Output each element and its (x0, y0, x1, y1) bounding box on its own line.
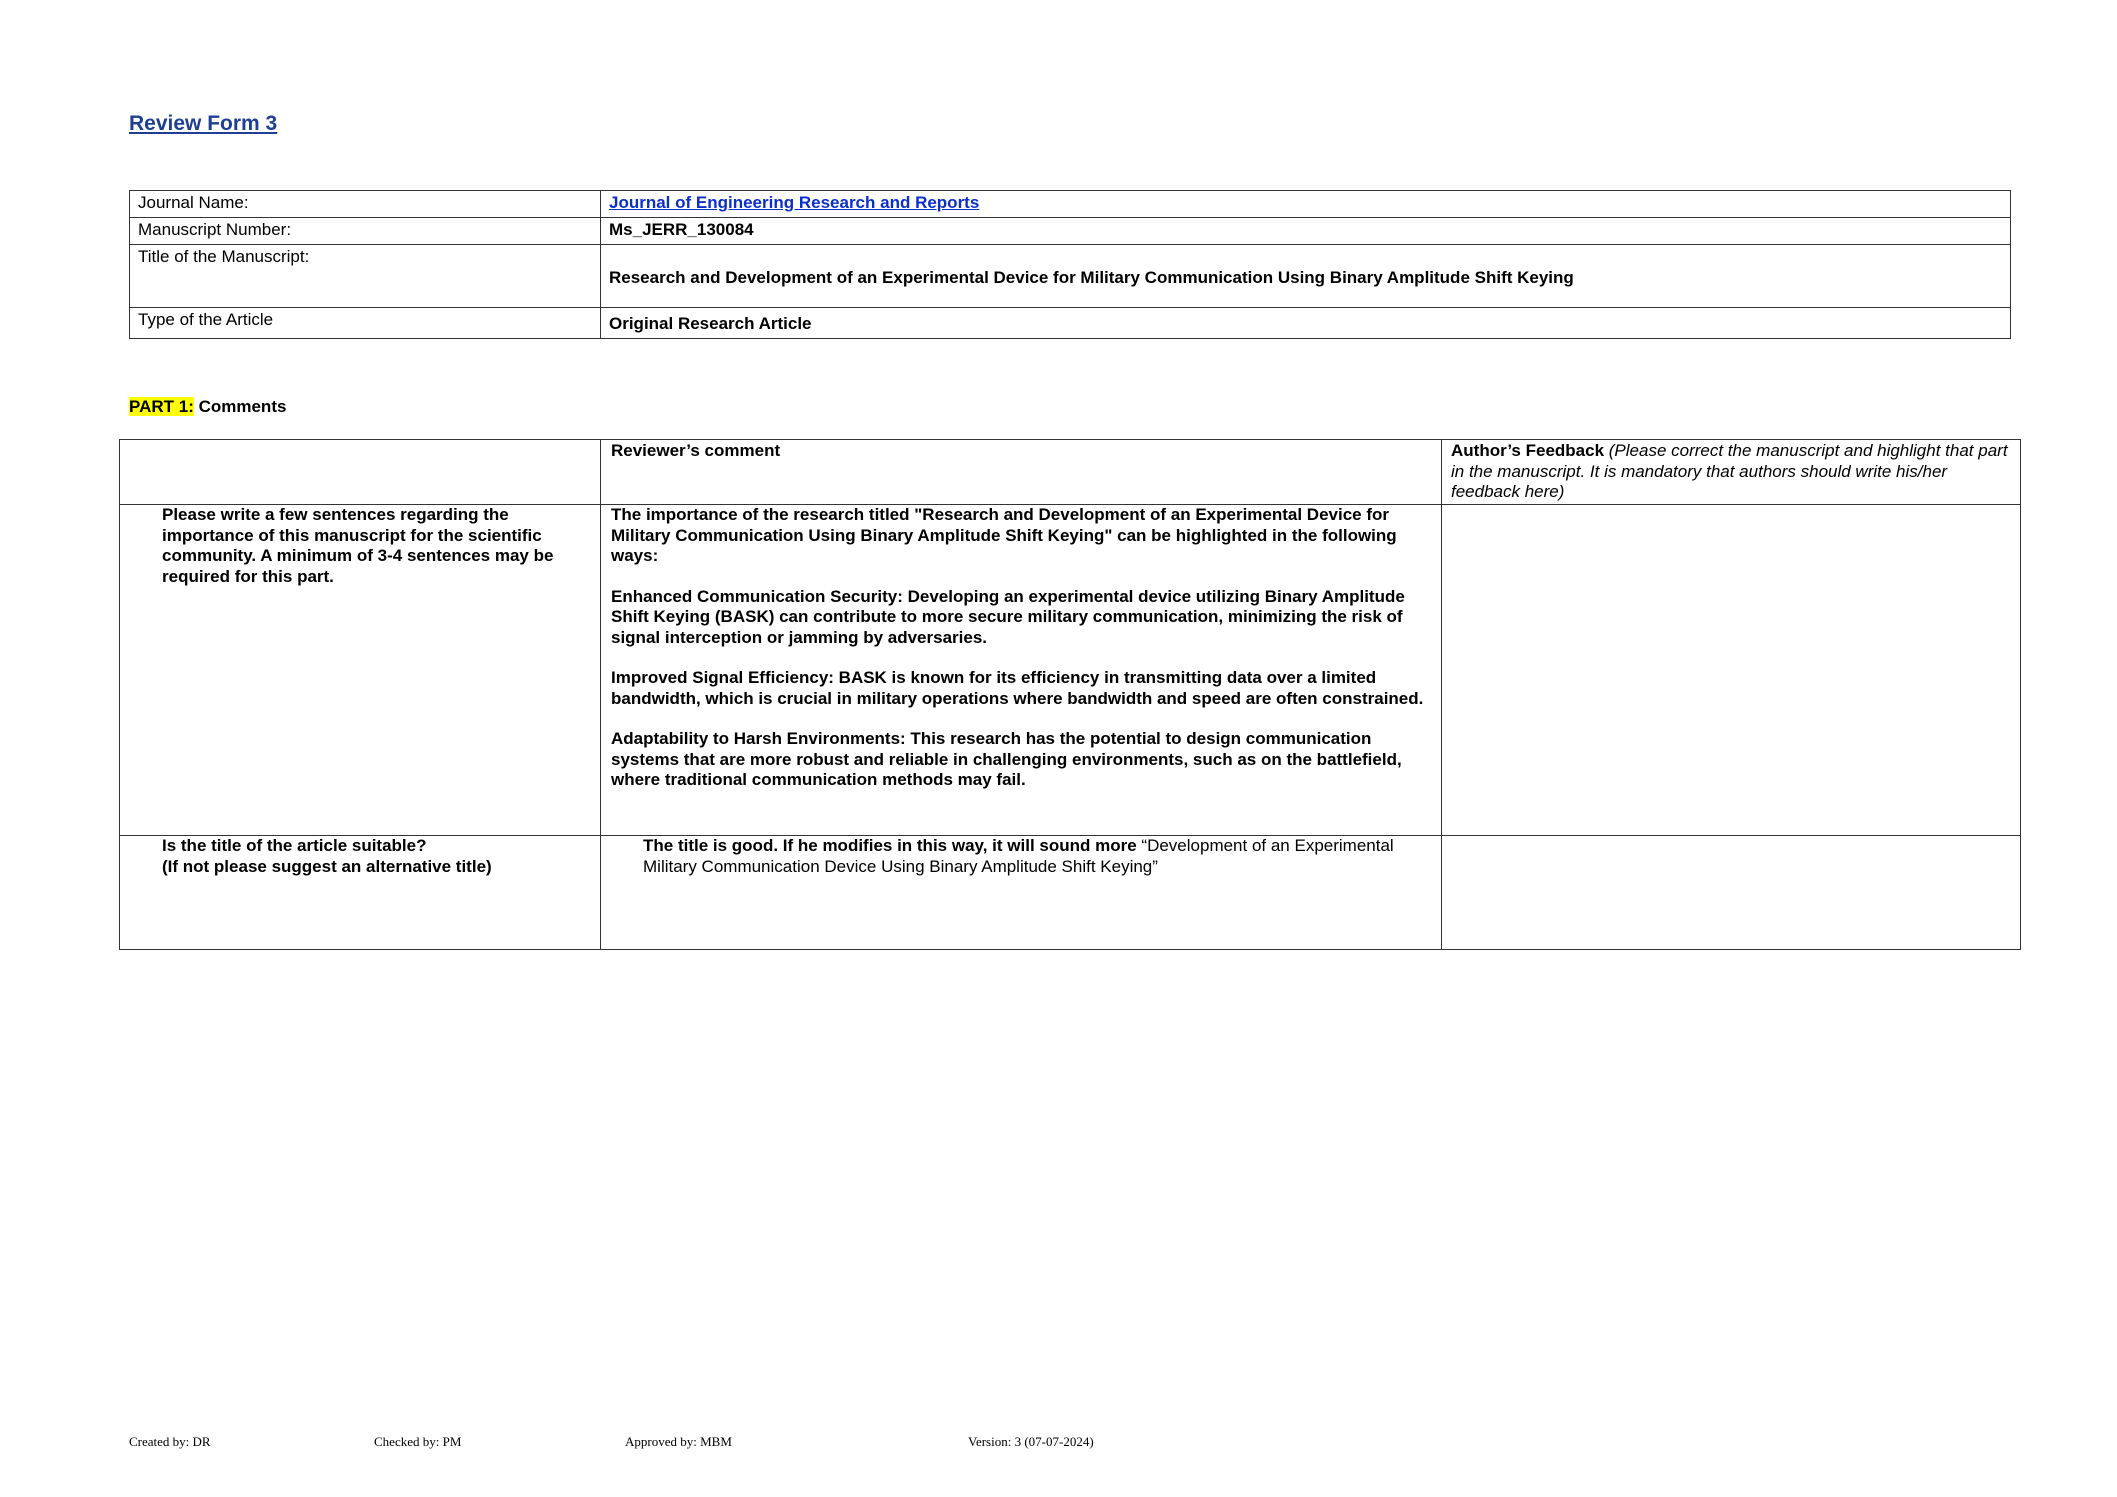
question-importance: Please write a few sentences regarding the importance of this manuscript for the scientific community. A minimum of 3-4 sentences may be required for this part. (120, 505, 601, 836)
info-row-title (130, 245, 2011, 308)
author-feedback-header-note: (Please correct the manuscript and highlight that part in the manuscript. It is mandatory that authors should write his/her feedback here) (1451, 441, 2008, 501)
reviewer-comment-title[interactable] (601, 836, 1442, 950)
footer-created-by: Created by: DR (129, 1434, 211, 1449)
comment-paragraph: Enhanced Communication Security: Developing an experimental device utilizing Binary Amplitude Shift Keying (BASK) can contribute to more secure military communication, minimizing the risk of signal interception or jamming by adversaries. (611, 586, 1405, 647)
journal-name-value (601, 191, 2011, 218)
footer-approved-by: Approved by: MBM (625, 1434, 732, 1449)
author-feedback-importance[interactable] (1442, 505, 2021, 836)
journal-name-link[interactable]: Journal of Engineering Research and Reports (609, 193, 980, 212)
form-title[interactable]: Review Form 3 (129, 112, 278, 135)
suggested-title: “Development of an Experimental Military Communication Device Using Binary Amplitude Shift Keying” (643, 836, 1394, 876)
comment-paragraph: Adaptability to Harsh Environments: This research has the potential to design communication systems that are more robust and reliable in challenging environments, such as on the battlefield, where traditional communication methods may fail. (611, 729, 1402, 789)
manuscript-number-value: Ms_JERR_130084 (601, 218, 2011, 245)
question-title-line: Is the title of the article suitable? (162, 836, 427, 855)
info-row-journal (130, 191, 2011, 218)
manuscript-number-label: Manuscript Number: (130, 218, 601, 245)
part-1-heading (129, 397, 286, 417)
question-column-header (120, 440, 601, 505)
manuscript-title-value: Research and Development of an Experimental Device for Military Communication Using Binary Amplitude Shift Keying (601, 245, 2011, 308)
footer-version: Version: 3 (07-07-2024) (968, 1434, 1094, 1449)
comments-header-row (120, 440, 2021, 505)
footer-checked-by: Checked by: PM (374, 1434, 462, 1449)
author-feedback-header-title: Author’s Feedback (1451, 441, 1605, 460)
comment-paragraph: Improved Signal Efficiency: BASK is known for its efficiency in transmitting data over a limited bandwidth, which is crucial in military operations where bandwidth and speed are often constrained. (611, 668, 1424, 708)
manuscript-title-label: Title of the Manuscript: (130, 245, 601, 308)
question-title-note: (If not please suggest an alternative title) (162, 856, 492, 876)
manuscript-info-table (129, 190, 2011, 339)
title-comment-text: The title is good. If he modifies in this way, it will sound more (643, 836, 1142, 855)
comment-row-importance (120, 505, 2021, 836)
comment-paragraph: The importance of the research titled "Research and Development of an Experimental Device for Military Communication Using Binary Amplitude Shift Keying" can be highlighted in the following ways: (611, 505, 1397, 565)
reviewer-comment-header: Reviewer’s comment (601, 440, 1442, 505)
author-feedback-title[interactable] (1442, 836, 2021, 950)
part-1-title: Comments (193, 397, 287, 416)
info-row-article-type (130, 308, 2011, 339)
reviewer-comment-importance[interactable] (601, 505, 1442, 836)
comment-row-title-suitability (120, 836, 2021, 950)
journal-name-label: Journal Name: (130, 191, 601, 218)
question-title-suitability (120, 836, 601, 950)
info-row-manuscript-number (130, 218, 2011, 245)
article-type-value: Original Research Article (601, 308, 2011, 339)
article-type-label: Type of the Article (130, 308, 601, 339)
author-feedback-header (1442, 440, 2021, 505)
part-1-label: PART 1: (129, 397, 194, 416)
comments-table (119, 439, 2021, 950)
